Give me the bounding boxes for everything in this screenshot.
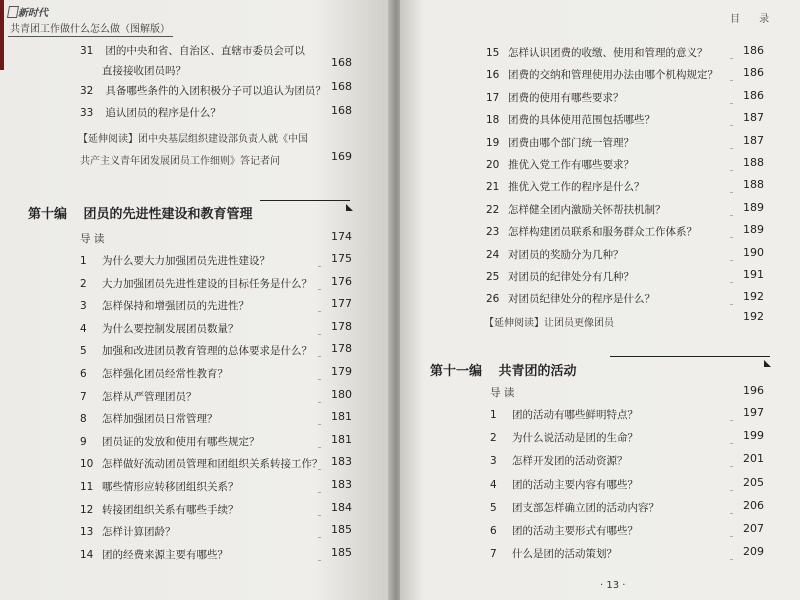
leader-dots — [730, 512, 732, 514]
entry-text: 对团员纪律处分的程序是什么？ — [508, 293, 655, 306]
entry-text: 对团员的奖励分为几种？ — [508, 248, 624, 261]
entry-page: 187 — [743, 111, 764, 125]
entry-number: 18 — [486, 114, 500, 127]
entry-page: 206 — [743, 498, 764, 512]
entry-text: 团费由哪个部门统一管理？ — [508, 136, 634, 149]
entry-page: 192 — [743, 290, 764, 304]
entry-page: 197 — [743, 406, 764, 419]
leader-dots — [318, 265, 320, 267]
entry-number: 3 — [490, 455, 497, 468]
leader-dots — [318, 310, 320, 312]
section-marker-icon — [346, 204, 353, 211]
series-name: 新时代 — [18, 8, 48, 19]
leader-dots — [318, 355, 320, 357]
entry-page: 187 — [743, 133, 764, 147]
contents-header: 目 录 — [730, 14, 778, 25]
toc-entry — [80, 254, 270, 268]
leader-dots — [730, 147, 732, 149]
toc-entry — [80, 503, 239, 517]
toc-entry — [80, 435, 260, 449]
leader-dots — [730, 191, 732, 193]
entry-number: 14 — [80, 548, 94, 561]
toc-entry — [80, 367, 228, 381]
entry-text: 什么是团的活动策划？ — [512, 548, 617, 561]
toc-entry — [486, 68, 718, 82]
entry-page: 168 — [331, 80, 352, 93]
section-title: 团员的先进性建设和教育管理 — [83, 207, 253, 222]
toc-entry — [486, 203, 666, 217]
entry-page: 178 — [331, 342, 352, 356]
entry-number: 2 — [490, 432, 497, 445]
entry-number: 33 — [80, 107, 94, 119]
entry-text: 团的活动主要形式有哪些？ — [512, 525, 638, 537]
leader-dots — [318, 401, 320, 403]
toc-entry — [490, 478, 638, 492]
entry-page: 189 — [743, 200, 764, 214]
entry-number: 8 — [80, 413, 87, 426]
entry-page: 179 — [331, 365, 352, 378]
entry-page: 178 — [331, 319, 352, 333]
entry-text: 怎样做好流动团员管理和团组织关系转接工作？ — [102, 458, 323, 471]
toc-entry — [80, 106, 221, 120]
entry-text: 怎样保持和增强团员的先进性？ — [102, 300, 249, 313]
leader-dots — [318, 378, 320, 380]
toc-entry — [490, 547, 617, 561]
toc-entry — [490, 501, 659, 515]
entry-number: 13 — [80, 526, 94, 539]
toc-entry — [486, 113, 655, 127]
toc-entry — [80, 277, 312, 291]
toc-entry — [490, 454, 628, 468]
toc-entry — [80, 44, 305, 58]
entry-page: 175 — [331, 252, 352, 265]
entry-text: 推优入党工作有哪些要求？ — [508, 159, 634, 171]
intro-label: 导 读 — [490, 387, 515, 399]
entry-page: 199 — [743, 429, 764, 443]
entry-page: 186 — [743, 44, 764, 57]
entry-page: 209 — [743, 545, 764, 559]
entry-number: 4 — [490, 478, 497, 491]
toc-entry — [490, 431, 638, 445]
extended-reading: 【延伸阅读】让团员更像团员 — [484, 318, 614, 329]
toc-entry — [486, 270, 634, 284]
entry-page: 196 — [743, 384, 764, 397]
entry-number: 6 — [80, 368, 87, 380]
entry-page: 207 — [743, 522, 764, 535]
entry-number: 20 — [486, 159, 500, 171]
leader-dots — [318, 491, 320, 493]
entry-text: 团的活动主要内容有哪些？ — [512, 478, 638, 491]
entry-page: 191 — [743, 268, 764, 281]
entry-text: 为什么说活动是团的生命？ — [512, 432, 638, 445]
entry-text: 怎样从严管理团员？ — [102, 390, 197, 403]
section-heading — [28, 203, 253, 222]
entry-number: 21 — [486, 181, 500, 194]
entry-page: 169 — [331, 150, 352, 163]
entry-number: 11 — [80, 481, 94, 493]
entry-text: 怎样开发团的活动资源？ — [512, 455, 628, 468]
leader-dots — [730, 102, 732, 104]
leader-dots — [318, 446, 320, 448]
leader-dots — [318, 468, 320, 470]
entry-number: 25 — [486, 271, 500, 283]
toc-entry — [80, 480, 239, 494]
entry-number: 23 — [486, 226, 500, 239]
toc-entry — [80, 412, 218, 426]
leader-dots — [730, 419, 732, 421]
leader-dots — [730, 169, 732, 171]
leader-dots — [730, 214, 732, 216]
entry-number: 17 — [486, 91, 500, 104]
toc-entry — [80, 457, 323, 471]
entry-page: 201 — [743, 452, 764, 466]
entry-number: 7 — [490, 548, 497, 561]
entry-text: 推优入党工作的程序是什么？ — [508, 181, 645, 194]
leader-dots — [318, 423, 320, 425]
entry-number: 7 — [80, 390, 87, 403]
toc-entry — [80, 548, 228, 562]
leader-dots — [318, 536, 320, 538]
entry-text: 转接团组织关系有哪些手续？ — [102, 503, 239, 516]
entry-number: 26 — [486, 293, 500, 306]
toc-entry — [80, 525, 176, 539]
intro-entry — [490, 386, 514, 400]
entry-number: 4 — [80, 322, 87, 335]
entry-page: 181 — [331, 410, 352, 424]
entry-page: 168 — [331, 104, 352, 117]
leader-dots — [318, 514, 320, 516]
entry-number: 32 — [80, 85, 94, 97]
leader-dots — [318, 333, 320, 335]
entry-page: 186 — [743, 66, 764, 80]
toc-entry — [486, 248, 624, 262]
entry-page: 185 — [331, 545, 352, 559]
page-edge — [0, 0, 4, 70]
entry-page: 177 — [331, 297, 352, 311]
entry-page: 186 — [743, 88, 764, 102]
leader-dots — [730, 303, 732, 305]
left-page — [0, 0, 392, 600]
section-rule — [260, 200, 350, 201]
entry-text: 团的经费来源主要有哪些？ — [102, 548, 228, 561]
entry-text: 团费的使用有哪些要求？ — [508, 91, 624, 104]
entry-number: 22 — [486, 203, 500, 216]
leader-dots — [730, 259, 732, 261]
extended-reading-continued: 共产主义青年团发展团员工作细则》答记者问 — [80, 156, 280, 167]
header-rule — [8, 36, 173, 37]
entry-number: 5 — [490, 501, 497, 514]
toc-entry — [80, 322, 239, 336]
leader-dots — [730, 535, 732, 537]
entry-text: 追认团员的程序是什么？ — [105, 107, 221, 119]
entry-text: 团支部怎样确立团的活动内容？ — [512, 501, 659, 514]
entry-number: 3 — [80, 300, 87, 313]
section-part: 第十编 — [28, 207, 68, 222]
intro-entry — [80, 232, 104, 246]
entry-text: 团的活动有哪些鲜明特点？ — [512, 409, 638, 421]
entry-number: 2 — [80, 277, 87, 290]
intro-label: 导 读 — [80, 233, 105, 245]
leader-dots — [318, 288, 320, 290]
entry-text: 团费的具体使用范围包括哪些？ — [508, 114, 655, 127]
entry-text: 大力加强团员先进性建设的目标任务是什么？ — [102, 277, 312, 290]
entry-text: 团员证的发放和使用有哪些规定？ — [102, 435, 260, 448]
leader-dots — [730, 442, 732, 444]
leader-dots — [730, 489, 732, 491]
toc-entry — [80, 344, 312, 358]
extended-reading: 【延伸阅读】团中央基层组织建设部负责人就《中国 — [78, 134, 308, 145]
right-page — [400, 0, 800, 600]
entry-page: 184 — [331, 500, 352, 514]
entry-text: 怎样加强团员日常管理？ — [102, 413, 218, 426]
book-title: 共青团工作做什么怎么做（图解版） — [10, 24, 170, 35]
toc-entry — [80, 390, 197, 404]
entry-page: 185 — [331, 523, 352, 537]
toc-entry — [486, 91, 624, 105]
entry-page: 190 — [743, 245, 764, 259]
entry-number: 5 — [80, 345, 87, 358]
entry-page: 188 — [743, 178, 764, 192]
toc-entry — [486, 46, 708, 60]
toc-entry — [486, 292, 655, 306]
entry-page: 180 — [331, 387, 352, 401]
entry-text: 为什么要大力加强团员先进性建设？ — [102, 255, 270, 267]
entry-page: 188 — [743, 156, 764, 169]
entry-text: 团的中央和省、自治区、直辖市委员会可以 — [105, 45, 305, 57]
toc-entry — [490, 408, 638, 422]
entry-text: 加强和改进团员教育管理的总体要求是什么？ — [102, 345, 312, 358]
toc-entry — [486, 180, 645, 194]
leader-dots — [730, 79, 732, 81]
entry-text: 怎样健全团内激励关怀帮扶机制？ — [508, 203, 666, 216]
entry-page: 189 — [743, 223, 764, 237]
section-title: 共青团的活动 — [498, 364, 577, 379]
entry-number: 24 — [486, 248, 500, 261]
entry-number: 9 — [80, 435, 87, 448]
entry-page: 183 — [331, 455, 352, 469]
entry-page: 183 — [331, 478, 352, 491]
entry-text: 为什么要控制发展团员数量？ — [102, 322, 239, 335]
entry-page: 168 — [331, 56, 352, 69]
entry-text: 怎样构建团员联系和服务群众工作体系？ — [508, 226, 697, 239]
toc-entry — [486, 136, 634, 150]
leader-dots — [730, 558, 732, 560]
leader-dots — [730, 236, 732, 238]
entry-number: 16 — [486, 69, 500, 82]
section-heading — [430, 360, 577, 379]
entry-text: 直接接收团员吗？ — [102, 65, 186, 77]
toc-entry-continued — [102, 64, 186, 78]
entry-number: 12 — [80, 503, 94, 516]
toc-entry — [80, 84, 326, 98]
page-number: · 13 · — [600, 580, 626, 591]
leader-dots — [318, 559, 320, 561]
entry-number: 10 — [80, 458, 94, 471]
leader-dots — [730, 57, 732, 59]
entry-text: 对团员的纪律处分有几种？ — [508, 271, 634, 283]
entry-page: 174 — [331, 230, 352, 243]
leader-dots — [730, 465, 732, 467]
entry-number: 15 — [486, 47, 500, 59]
entry-page: 192 — [743, 310, 764, 323]
entry-text: 具备哪些条件的入团积极分子可以追认为团员？ — [105, 85, 326, 97]
entry-number: 6 — [490, 525, 497, 537]
section-rule — [610, 356, 770, 357]
leader-dots — [730, 124, 732, 126]
section-part: 第十一编 — [430, 364, 483, 379]
entry-text: 团费的交纳和管理使用办法由哪个机构规定？ — [508, 69, 718, 82]
entry-text: 怎样强化团员经常性教育？ — [102, 368, 228, 380]
entry-text: 怎样计算团龄？ — [102, 526, 176, 539]
entry-text: 怎样认识团费的收缴、使用和管理的意义？ — [508, 47, 708, 59]
entry-page: 176 — [331, 274, 352, 288]
toc-entry — [490, 524, 638, 538]
toc-entry — [80, 299, 249, 313]
entry-page: 205 — [743, 475, 764, 489]
toc-entry — [486, 158, 634, 172]
entry-number: 31 — [80, 45, 94, 57]
entry-number: 1 — [490, 409, 497, 421]
entry-page: 181 — [331, 432, 352, 446]
section-marker-icon — [764, 360, 771, 367]
entry-number: 1 — [80, 255, 87, 267]
entry-number: 19 — [486, 136, 500, 149]
leader-dots — [730, 281, 732, 283]
toc-entry — [486, 225, 697, 239]
entry-text: 哪些情形应转移团组织关系？ — [102, 481, 239, 493]
